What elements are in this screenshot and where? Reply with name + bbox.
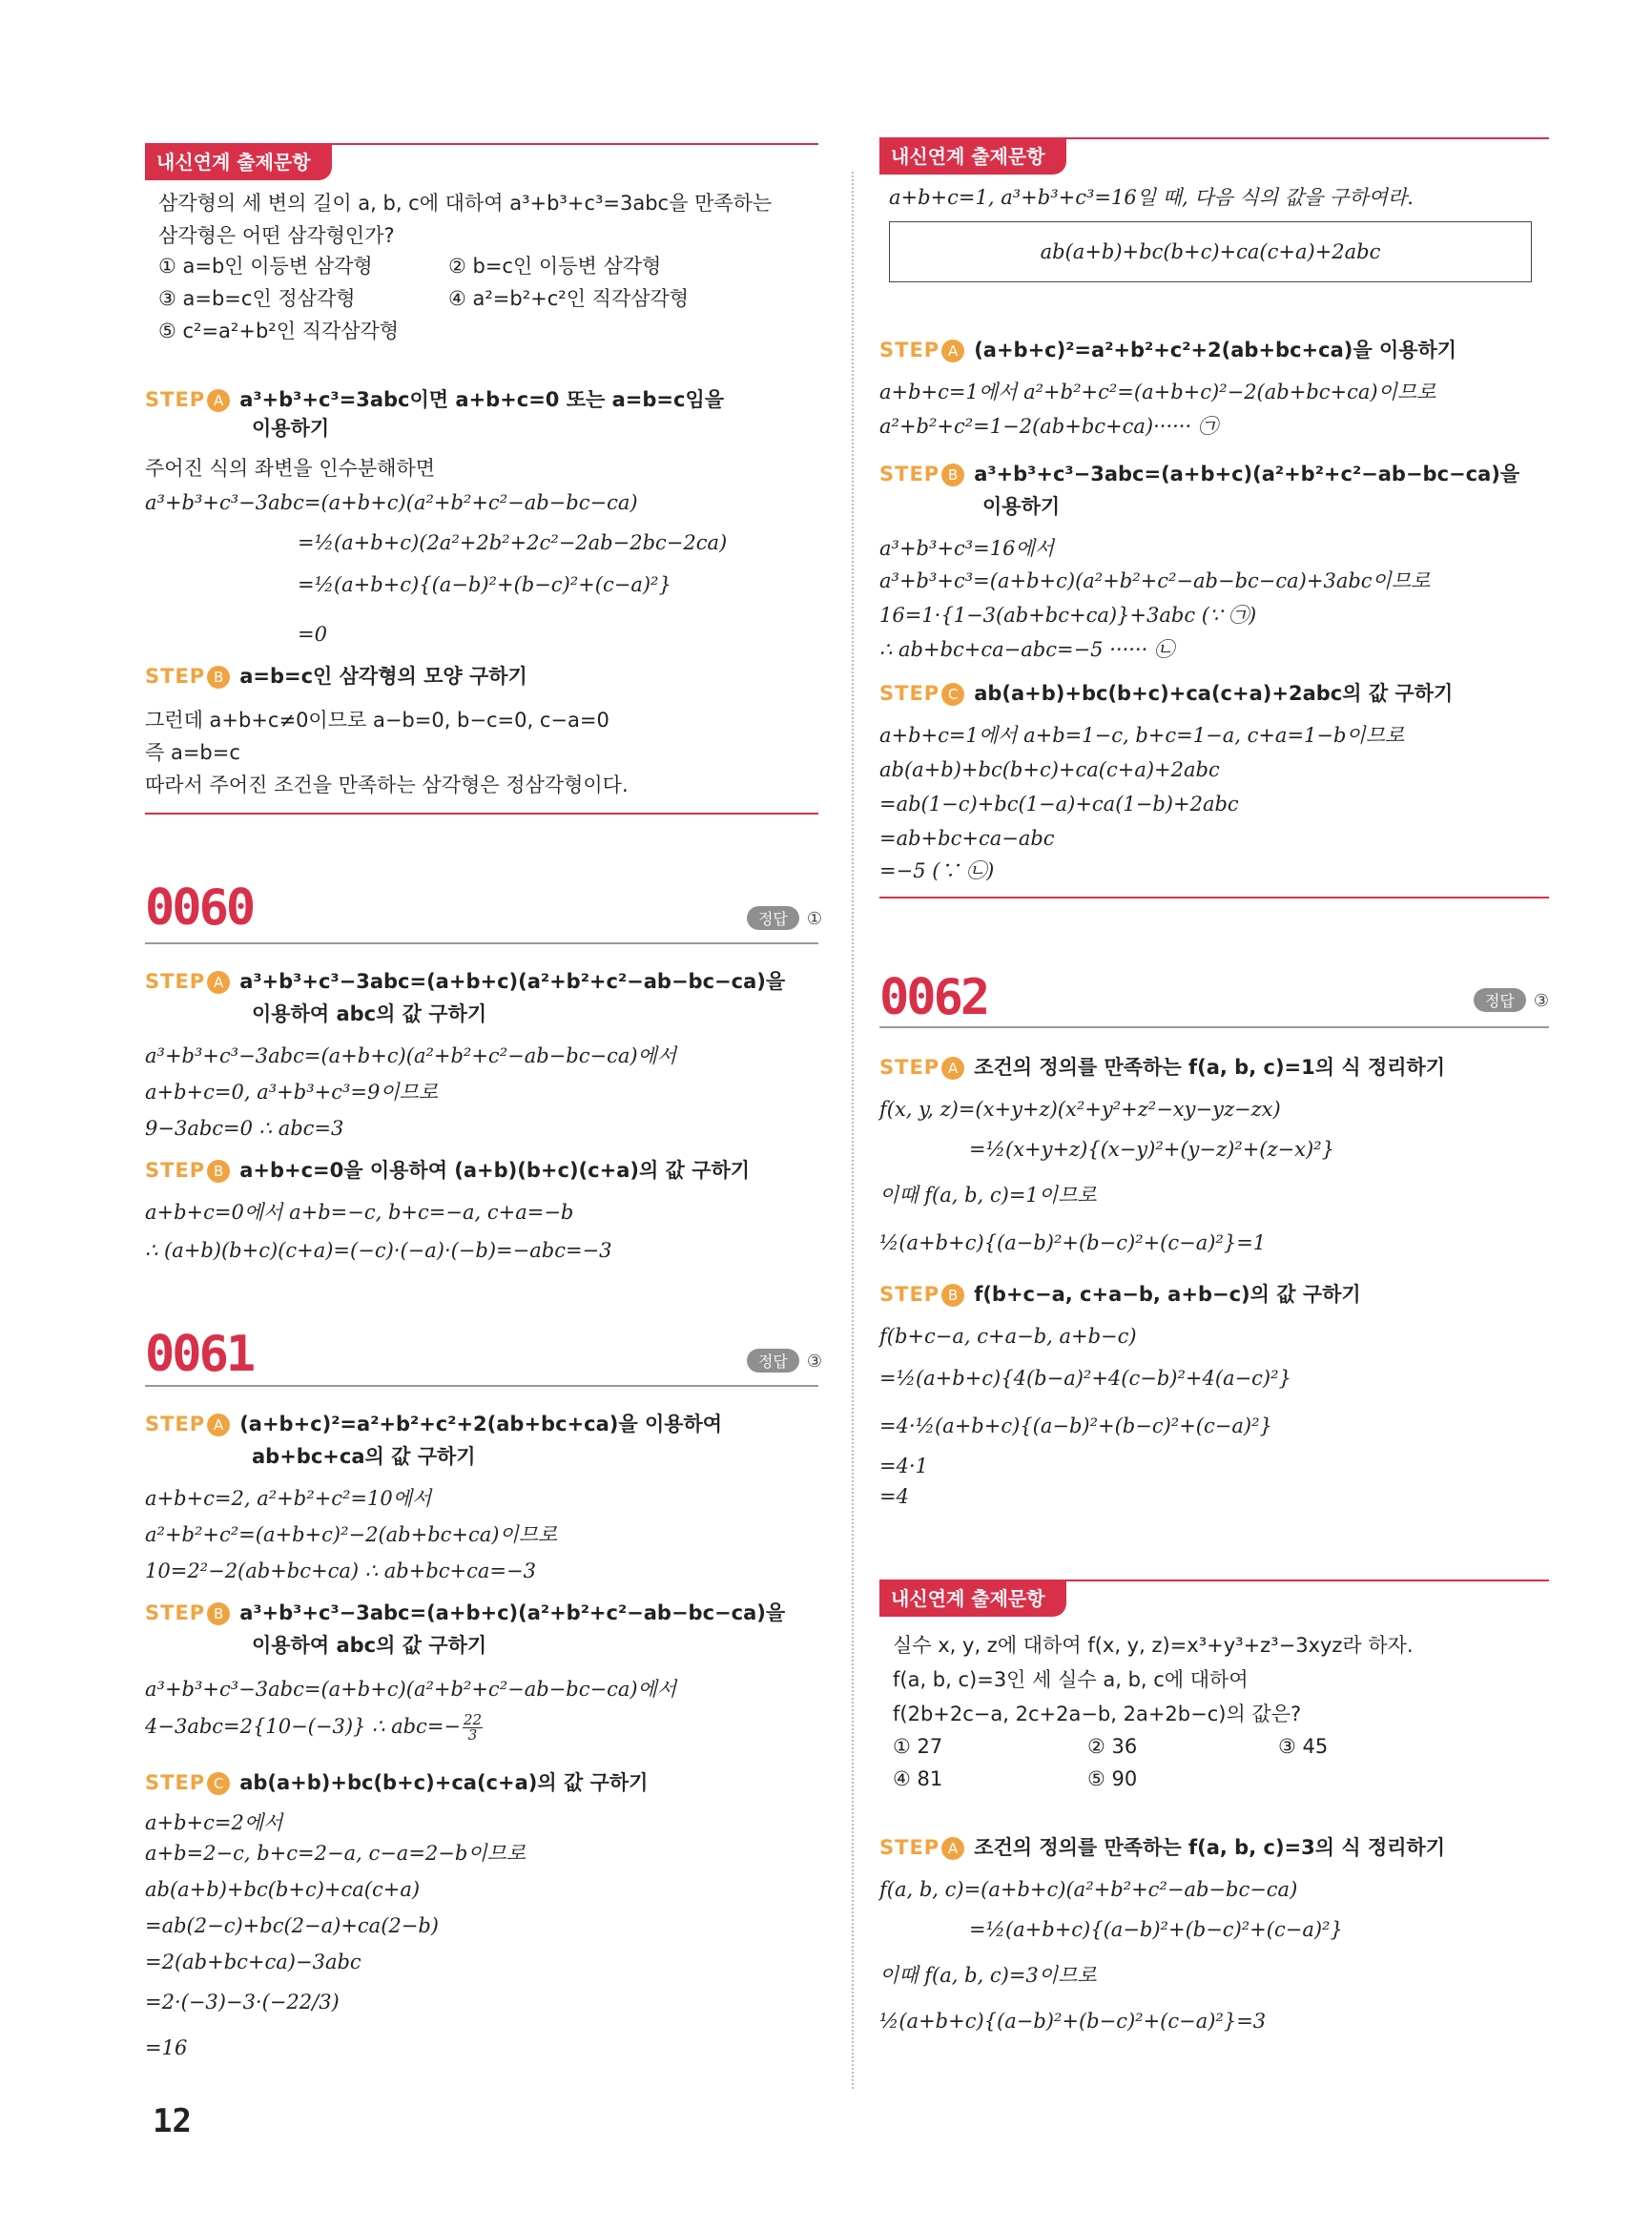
solution-line: ½(a+b+c){(a−b)²+(b−c)²+(c−a)²}=3 xyxy=(879,2010,1267,2033)
question-text: 삼각형의 세 변의 길이 a, b, c에 대하여 a³+b³+c³=3abc을 만족하는 xyxy=(158,192,773,215)
answer-pill: 정답 xyxy=(747,906,799,930)
answer-tag: 정답 ③ xyxy=(747,1349,822,1373)
solution-line: a+b+c=0, a³+b³+c³=9이므로 xyxy=(145,1081,439,1104)
solution-line: 16=1·{1−3(ab+bc+ca)}+3abc (∵ ㉠) xyxy=(879,604,1257,627)
solution-line: 즉 a=b=c xyxy=(145,741,240,764)
step-a-heading: STEP A (a+b+c)²=a²+b²+c²+2(ab+bc+ca)을 이용하여 xyxy=(145,1413,723,1435)
solution-line: =0 xyxy=(298,623,327,646)
solution-line: =ab(1−c)+bc(1−a)+ca(1−b)+2abc xyxy=(879,793,1239,816)
solution-line: 그런데 a+b+c≠0이므로 a−b=0, b−c=0, c−a=0 xyxy=(145,709,609,732)
solution-line: ½(a+b+c){(a−b)²+(b−c)²+(c−a)²}=1 xyxy=(879,1231,1267,1254)
step-a-marker: A xyxy=(207,389,230,412)
answer-tag: 정답 ③ xyxy=(1474,988,1549,1012)
solution-line: =2·(−3)−3·(−22/3) xyxy=(145,1991,340,2013)
solution-line: a³+b³+c³−3abc=(a+b+c)(a²+b²+c²−ab−bc−ca)에서 xyxy=(145,1678,677,1701)
solution-line: a+b=2−c, b+c=2−a, c−a=2−b이므로 xyxy=(145,1842,527,1865)
answer-value: ③ xyxy=(1533,991,1549,1011)
step-b-heading: STEP B a+b+c=0을 이용하여 (a+b)(b+c)(c+a)의 값 구하기 xyxy=(145,1159,751,1182)
question-text: 삼각형은 어떤 삼각형인가? xyxy=(158,224,395,247)
step-c-heading: STEP C ab(a+b)+bc(b+c)+ca(c+a)의 값 구하기 xyxy=(145,1771,649,1794)
solution-line: a+b+c=2, a²+b²+c²=10에서 xyxy=(145,1487,432,1510)
step-b-heading: STEP B a=b=c인 삼각형의 모양 구하기 xyxy=(145,665,527,688)
solution-line: =16 xyxy=(145,2036,188,2059)
solution-line: 4−3abc=2{10−(−3)} ∴ abc=− $\frac{22}{3}$ xyxy=(145,1711,483,1744)
problem-rule xyxy=(145,942,818,944)
solution-line: =½(a+b+c){(a−b)²+(b−c)²+(c−a)²} xyxy=(298,573,671,596)
naesin-badge: 내신연계 출제문항 xyxy=(879,1580,1549,1616)
step-a-heading: STEP A 조건의 정의를 만족하는 f(a, b, c)=1의 식 정리하기 xyxy=(879,1056,1446,1079)
answer-value: ① xyxy=(806,909,822,929)
question-text: f(2b+2c−a, 2c+2a−b, 2a+2b−c)의 값은? xyxy=(893,1703,1302,1725)
solution-line: =½(a+b+c){(a−b)²+(b−c)²+(c−a)²} xyxy=(969,1918,1343,1941)
solution-line: a+b+c=1에서 a+b=1−c, b+c=1−a, c+a=1−b이므로 xyxy=(879,724,1405,747)
problem-rule xyxy=(145,1385,818,1387)
solution-line: =ab(2−c)+bc(2−a)+ca(2−b) xyxy=(145,1914,439,1937)
solution-line: ∴ ab+bc+ca−abc=−5 ······ ㉡ xyxy=(879,638,1174,661)
solution-line: f(x, y, z)=(x+y+z)(x²+y²+z²−xy−yz−zx) xyxy=(879,1098,1281,1121)
solution-line: 이때 f(a, b, c)=1이므로 xyxy=(879,1184,1097,1207)
question-text: f(a, b, c)=3인 세 실수 a, b, c에 대하여 xyxy=(893,1668,1249,1691)
fraction: $\frac{22}{3}$ xyxy=(464,1711,483,1744)
solution-line: f(a, b, c)=(a+b+c)(a²+b²+c²−ab−bc−ca) xyxy=(879,1878,1298,1901)
solution-line: ∴ (a+b)(b+c)(c+a)=(−c)·(−a)·(−b)=−abc=−3 xyxy=(145,1239,612,1262)
solution-line: a²+b²+c²=(a+b+c)²−2(ab+bc+ca)이므로 xyxy=(145,1523,558,1546)
step-c-marker: C xyxy=(207,1772,230,1795)
solution-line: a²+b²+c²=1−2(ab+bc+ca)······ ㉠ xyxy=(879,415,1218,438)
solution-line: a³+b³+c³=16에서 xyxy=(879,537,1055,560)
step-title-cont: ab+bc+ca의 값 구하기 xyxy=(252,1445,476,1468)
step-a-heading xyxy=(145,385,724,414)
step-title-cont: 이용하기 xyxy=(982,495,1061,518)
section-rule xyxy=(879,897,1549,898)
step-title: a³+b³+c³=3abc이면 a+b+c=0 또는 a=b=c임을 xyxy=(239,388,725,411)
question-text: 실수 x, y, z에 대하여 f(x, y, z)=x³+y³+z³−3xyz라 하자. xyxy=(893,1634,1414,1657)
solution-line: =4·1 xyxy=(879,1455,928,1477)
solution-line: =½(x+y+z){(x−y)²+(y−z)²+(z−x)²} xyxy=(969,1138,1334,1161)
solution-line: =−5 (∵ ㉡) xyxy=(879,859,995,882)
solution-line: 주어진 식의 좌변을 인수분해하면 xyxy=(145,457,436,480)
step-a-heading: STEP A a³+b³+c³−3abc=(a+b+c)(a²+b²+c²−ab−bc−ca)을 xyxy=(145,970,786,993)
choice: ③ 45 xyxy=(1278,1735,1329,1758)
problem-number: 0061 xyxy=(145,1326,254,1383)
choice: ① 27 xyxy=(893,1735,943,1758)
page-number: 12 xyxy=(153,2102,192,2140)
choice: ② 36 xyxy=(1087,1735,1138,1758)
solution-line: =4·½(a+b+c){(a−b)²+(b−c)²+(c−a)²} xyxy=(879,1414,1272,1437)
choice: ④ 81 xyxy=(893,1767,943,1790)
step-a-heading: STEP A (a+b+c)²=a²+b²+c²+2(ab+bc+ca)을 이용하기 xyxy=(879,339,1457,361)
problem-number: 0060 xyxy=(145,879,254,937)
problem-number: 0062 xyxy=(879,969,988,1026)
solution-line: =2(ab+bc+ca)−3abc xyxy=(145,1951,361,1973)
solution-line: 따라서 주어진 조건을 만족하는 삼각형은 정삼각형이다. xyxy=(145,774,629,796)
step-b-heading: STEP B a³+b³+c³−3abc=(a+b+c)(a²+b²+c²−ab−bc−ca)을 xyxy=(145,1601,786,1624)
naesin-badge: 내신연계 출제문항 xyxy=(879,137,1549,174)
step-b-heading: STEP B a³+b³+c³−3abc=(a+b+c)(a²+b²+c²−ab−bc−ca)을 xyxy=(879,463,1520,485)
choice: ④ a²=b²+c²인 직각삼각형 xyxy=(448,287,690,310)
solution-line: 9−3abc=0 ∴ abc=3 xyxy=(145,1117,344,1140)
naesin-badge xyxy=(145,143,818,179)
step-c-heading: STEP C ab(a+b)+bc(b+c)+ca(c+a)+2abc의 값 구하기 xyxy=(879,682,1454,705)
step-label: STEP xyxy=(145,388,206,411)
choice: ① a=b인 이등변 삼각형 xyxy=(158,255,373,278)
problem-rule xyxy=(879,1026,1549,1028)
answer-value: ③ xyxy=(806,1352,822,1372)
step-title-cont: 이용하여 abc의 값 구하기 xyxy=(252,1002,487,1025)
solution-line: =4 xyxy=(879,1485,909,1508)
answer-tag xyxy=(747,906,822,930)
choice: ⑤ c²=a²+b²인 직각삼각형 xyxy=(158,320,400,342)
solution-line: a+b+c=2에서 xyxy=(145,1811,283,1834)
solution-line: ab(a+b)+bc(b+c)+ca(c+a) xyxy=(145,1878,421,1901)
choice: ③ a=b=c인 정삼각형 xyxy=(158,287,356,310)
expression-box: ab(a+b)+bc(b+c)+ca(c+a)+2abc xyxy=(889,221,1532,282)
step-a-heading: STEP A 조건의 정의를 만족하는 f(a, b, c)=3의 식 정리하기 xyxy=(879,1836,1446,1859)
choice: ⑤ 90 xyxy=(1087,1767,1138,1790)
question-text: a+b+c=1, a³+b³+c³=16일 때, 다음 식의 값을 구하여라. xyxy=(889,186,1414,209)
solution-line: a+b+c=0에서 a+b=−c, b+c=−a, c+a=−b xyxy=(145,1201,574,1224)
solution-line: a³+b³+c³−3abc=(a+b+c)(a²+b²+c²−ab−bc−ca)에서 xyxy=(145,1044,677,1067)
badge-label: 내신연계 출제문항 xyxy=(145,143,332,180)
solution-line: =½(a+b+c)(2a²+2b²+2c²−2ab−2bc−2ca) xyxy=(298,531,728,554)
solution-line: ab(a+b)+bc(b+c)+ca(c+a)+2abc xyxy=(879,758,1220,781)
section-rule xyxy=(145,813,818,815)
solution-line: 이때 f(a, b, c)=3이므로 xyxy=(879,1964,1097,1987)
solution-line: f(b+c−a, c+a−b, a+b−c) xyxy=(879,1325,1137,1348)
solution-line: a³+b³+c³−3abc=(a+b+c)(a²+b²+c²−ab−bc−ca) xyxy=(145,491,638,514)
step-b-heading: STEP B f(b+c−a, c+a−b, a+b−c)의 값 구하기 xyxy=(879,1283,1361,1306)
solution-line: a³+b³+c³=(a+b+c)(a²+b²+c²−ab−bc−ca)+3abc이므로 xyxy=(879,569,1431,592)
solution-line: =ab+bc+ca−abc xyxy=(879,827,1055,850)
solution-line: a+b+c=1에서 a²+b²+c²=(a+b+c)²−2(ab+bc+ca)이므로 xyxy=(879,381,1436,403)
step-title-cont: 이용하기 xyxy=(252,417,330,440)
solution-line: 10=2²−2(ab+bc+ca) ∴ ab+bc+ca=−3 xyxy=(145,1559,536,1582)
choice: ② b=c인 이등변 삼각형 xyxy=(448,255,662,278)
step-title-cont: 이용하여 abc의 값 구하기 xyxy=(252,1634,487,1657)
solution-line: =½(a+b+c){4(b−a)²+4(c−b)²+4(a−c)²} xyxy=(879,1367,1291,1390)
step-b-marker: B xyxy=(207,666,230,689)
column-divider xyxy=(852,172,854,2089)
